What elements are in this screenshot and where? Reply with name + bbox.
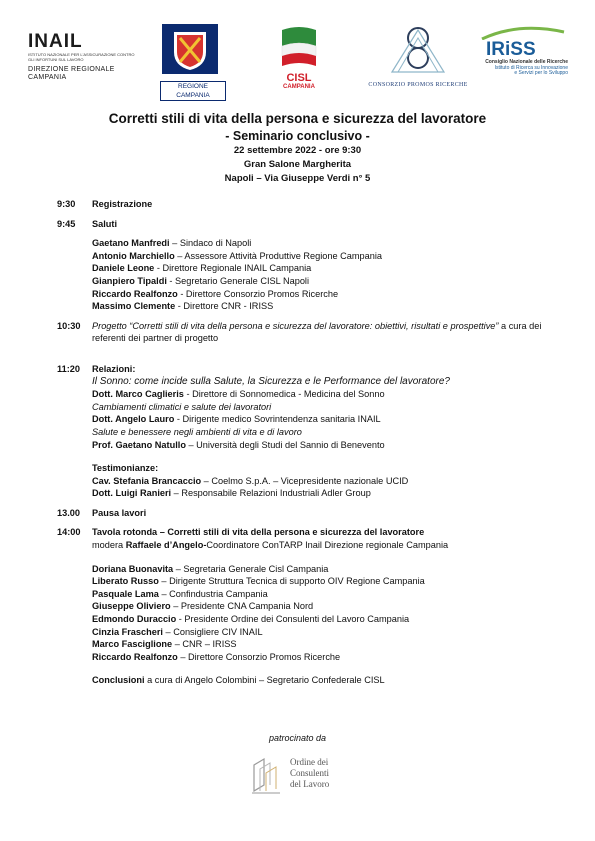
- cisl-logo: [273, 26, 325, 91]
- person-name: Daniele Leone: [92, 263, 155, 274]
- person-role: - Direttore Consorzio Promos Ricerche: [177, 288, 339, 299]
- person-name: Pasquale Lama: [92, 588, 159, 599]
- person-name: Doriana Buonavita: [92, 563, 174, 574]
- person-name: Prof. Gaetano Natullo: [92, 439, 186, 450]
- person-role: – Presidente CNA Campania Nord: [170, 601, 314, 612]
- person-name: Riccardo Realfonzo: [92, 288, 178, 299]
- person-name: Gianpiero Tipaldi: [92, 275, 167, 286]
- program-label: Tavola rotonda – Corretti stili di vita della persona e sicurezza del lavoratore: [92, 527, 425, 538]
- program-item-saluti: [57, 218, 567, 313]
- program-time: 14:00: [57, 527, 81, 538]
- talk-topic: Salute e benessere negli ambienti di vita e di lavoro: [92, 426, 302, 437]
- program-label: Saluti: [92, 218, 118, 229]
- irss-logo: [478, 26, 568, 77]
- program-item-pausa: [57, 507, 567, 520]
- irss-line2: Istituto di Ricerca su Innovazione: [494, 64, 568, 71]
- person-role: – Direttore Consorzio Promos Ricerche: [177, 651, 341, 662]
- cisl-flag-icon: [276, 26, 322, 68]
- irss-swoosh-icon: [478, 26, 568, 40]
- program-label: Registrazione: [92, 199, 153, 209]
- person-name: Dott. Angelo Lauro: [92, 414, 175, 425]
- person-name: Cinzia Frascheri: [92, 626, 163, 637]
- person-role: – Università degli Studi del Sannio di Benevento: [185, 439, 385, 450]
- progetto-rest: a cura dei referenti dei partner di progetto: [92, 320, 542, 344]
- person-row: [92, 600, 567, 613]
- program-time: 13.00: [57, 507, 80, 518]
- inail-wordmark: INAIL: [28, 31, 83, 52]
- person-role: – Assessore Attività Produttive Regione Campania: [174, 250, 383, 261]
- person-row: [92, 487, 567, 500]
- program-item-progetto: [57, 320, 567, 345]
- promos-knot-icon: [388, 22, 448, 76]
- person-name: Dott. Luigi Ranieri: [92, 488, 172, 499]
- person-row: [92, 613, 567, 626]
- person-role: - Segretario Generale CISL Napoli: [166, 275, 310, 286]
- ordine-consulenti-emblem-icon: [250, 755, 286, 795]
- conclusioni-line: Conclusioni a cura di Angelo Colombini – Segretario Confederale CISL: [92, 675, 385, 686]
- person-row: [92, 563, 567, 576]
- person-name: Riccardo Realfonzo: [92, 651, 178, 662]
- logos-row: [28, 22, 568, 99]
- person-name: Cav. Stefania Brancaccio: [92, 475, 202, 486]
- testimonianze-list: [92, 475, 567, 500]
- person-role: - Direttore Regionale INAIL Campania: [154, 263, 312, 274]
- person-role: – Responsabile Relazioni Industriali Adler Group: [171, 488, 371, 499]
- event-title: Corretti stili di vita della persona e sicurezza del lavoratore: [108, 111, 487, 126]
- person-row: [92, 575, 567, 588]
- patrocinato-label: patrocinato da: [268, 733, 327, 743]
- person-role: - Direttore CNR - IRISS: [175, 301, 274, 312]
- program-time: 9:30: [57, 199, 76, 209]
- program-time: 11:20: [57, 363, 80, 374]
- person-name: Giuseppe Oliviero: [92, 601, 171, 612]
- person-name: Marco Fasciglione: [92, 639, 173, 650]
- person-name: Antonio Marchiello: [92, 250, 175, 261]
- person-name: Gaetano Manfredi: [92, 238, 170, 249]
- relazioni-question: Il Sonno: come incide sulla Salute, la Sicurezza e le Performance del lavoratore?: [92, 375, 450, 387]
- person-row: [92, 651, 567, 664]
- program-item-registrazione: [57, 198, 567, 211]
- regione-campania-logo: [160, 24, 226, 101]
- person-row: [92, 439, 567, 452]
- promos-caption: CONSORZIO PROMOS RICERCHE: [368, 82, 468, 88]
- event-subtitle: - Seminario conclusivo -: [225, 129, 370, 143]
- program-item-relazioni: [57, 363, 567, 500]
- person-role: – Coelmo S.p.A. – Vicepresidente nazionale UCID: [201, 475, 409, 486]
- testimonianze-label: Testimonianze:: [92, 463, 159, 474]
- person-row: [92, 475, 567, 488]
- irss-line1: Consiglio Nazionale delle Ricerche: [485, 59, 568, 65]
- inail-subtitle: ISTITUTO NAZIONALE PER L'ASSICURAZIONE CONTRO GLI INFORTUNI SUL LAVORO: [28, 52, 135, 62]
- program-item-tavola: [57, 526, 567, 687]
- person-row: [92, 275, 567, 288]
- person-row: [92, 300, 567, 313]
- person-role: – Confindustria Campania: [158, 588, 268, 599]
- cisl-region: CAMPANIA: [283, 84, 315, 90]
- person-role: – Sindaco di Napoli: [169, 238, 252, 249]
- person-row: [92, 237, 567, 250]
- regione-campania-shield-icon: [160, 24, 220, 74]
- person-name: Liberato Russo: [92, 576, 159, 587]
- person-role: - Presidente Ordine dei Consulenti del Lavoro Campania: [176, 614, 410, 625]
- event-venue: Gran Salone Margherita: [243, 159, 352, 170]
- inail-direzione-2: CAMPANIA: [28, 74, 67, 81]
- inail-direzione-1: DIREZIONE REGIONALE: [28, 66, 115, 73]
- talk-topic: Cambiamenti climatici e salute dei lavoratori: [92, 401, 272, 412]
- person-role: - Dirigente medico Sovrintendenza sanitaria INAIL: [174, 414, 381, 425]
- person-row: [92, 262, 567, 275]
- person-role: – Segretaria Generale Cisl Campania: [173, 563, 329, 574]
- person-role: - Direttore di Sonnomedica - Medicina del Sonno: [183, 389, 385, 400]
- moderator-line: modera Raffaele d’Angelo-Coordinatore ConTARP Inail Direzione regionale Campania: [92, 540, 449, 551]
- person-row: [92, 250, 567, 263]
- person-row: [92, 413, 567, 426]
- program-time: 10:30: [57, 320, 81, 331]
- event-header: [0, 110, 595, 186]
- relazioni-list: [92, 388, 567, 451]
- tavola-list: [92, 563, 567, 664]
- program: [57, 198, 567, 687]
- person-row: [92, 638, 567, 651]
- program-time: 9:45: [57, 218, 76, 229]
- person-row: [92, 588, 567, 601]
- regione-campania-caption: REGIONE CAMPANIA: [160, 81, 226, 101]
- person-row: [92, 388, 567, 401]
- saluti-list: [92, 237, 567, 313]
- progetto-title: Progetto “Corretti stili di vita della persona e sicurezza del lavoratore: obiettivi, risultati e prospettive”: [92, 320, 499, 331]
- ordine-consulenti-text: Ordine dei Consulenti del Lavoro: [290, 757, 330, 789]
- cisl-wordmark: CISL: [286, 72, 312, 84]
- person-role: – Dirigente Struttura Tecnica di supporto OIV Regione Campania: [158, 576, 425, 587]
- program-label: Relazioni:: [92, 363, 136, 374]
- ordine-consulenti-logo: [250, 755, 360, 799]
- event-date: 22 settembre 2022 - ore 9:30: [233, 145, 362, 156]
- person-name: Massimo Clemente: [92, 301, 176, 312]
- person-role: – Consigliere CIV INAIL: [162, 626, 263, 637]
- inail-logo: [28, 32, 140, 82]
- event-address: Napoli – Via Giuseppe Verdi n° 5: [224, 173, 371, 184]
- person-row: [92, 288, 567, 301]
- irss-wordmark: IRiSS: [486, 39, 536, 60]
- program-label: Pausa lavori: [92, 507, 147, 518]
- person-row: [92, 626, 567, 639]
- irss-line3: e Servizi per lo Sviluppo: [514, 70, 568, 76]
- person-name: Edmondo Duraccio: [92, 614, 177, 625]
- promos-logo: [368, 22, 468, 88]
- person-name: Dott. Marco Caglieris: [92, 389, 184, 400]
- person-role: – CNR – IRISS: [172, 639, 237, 650]
